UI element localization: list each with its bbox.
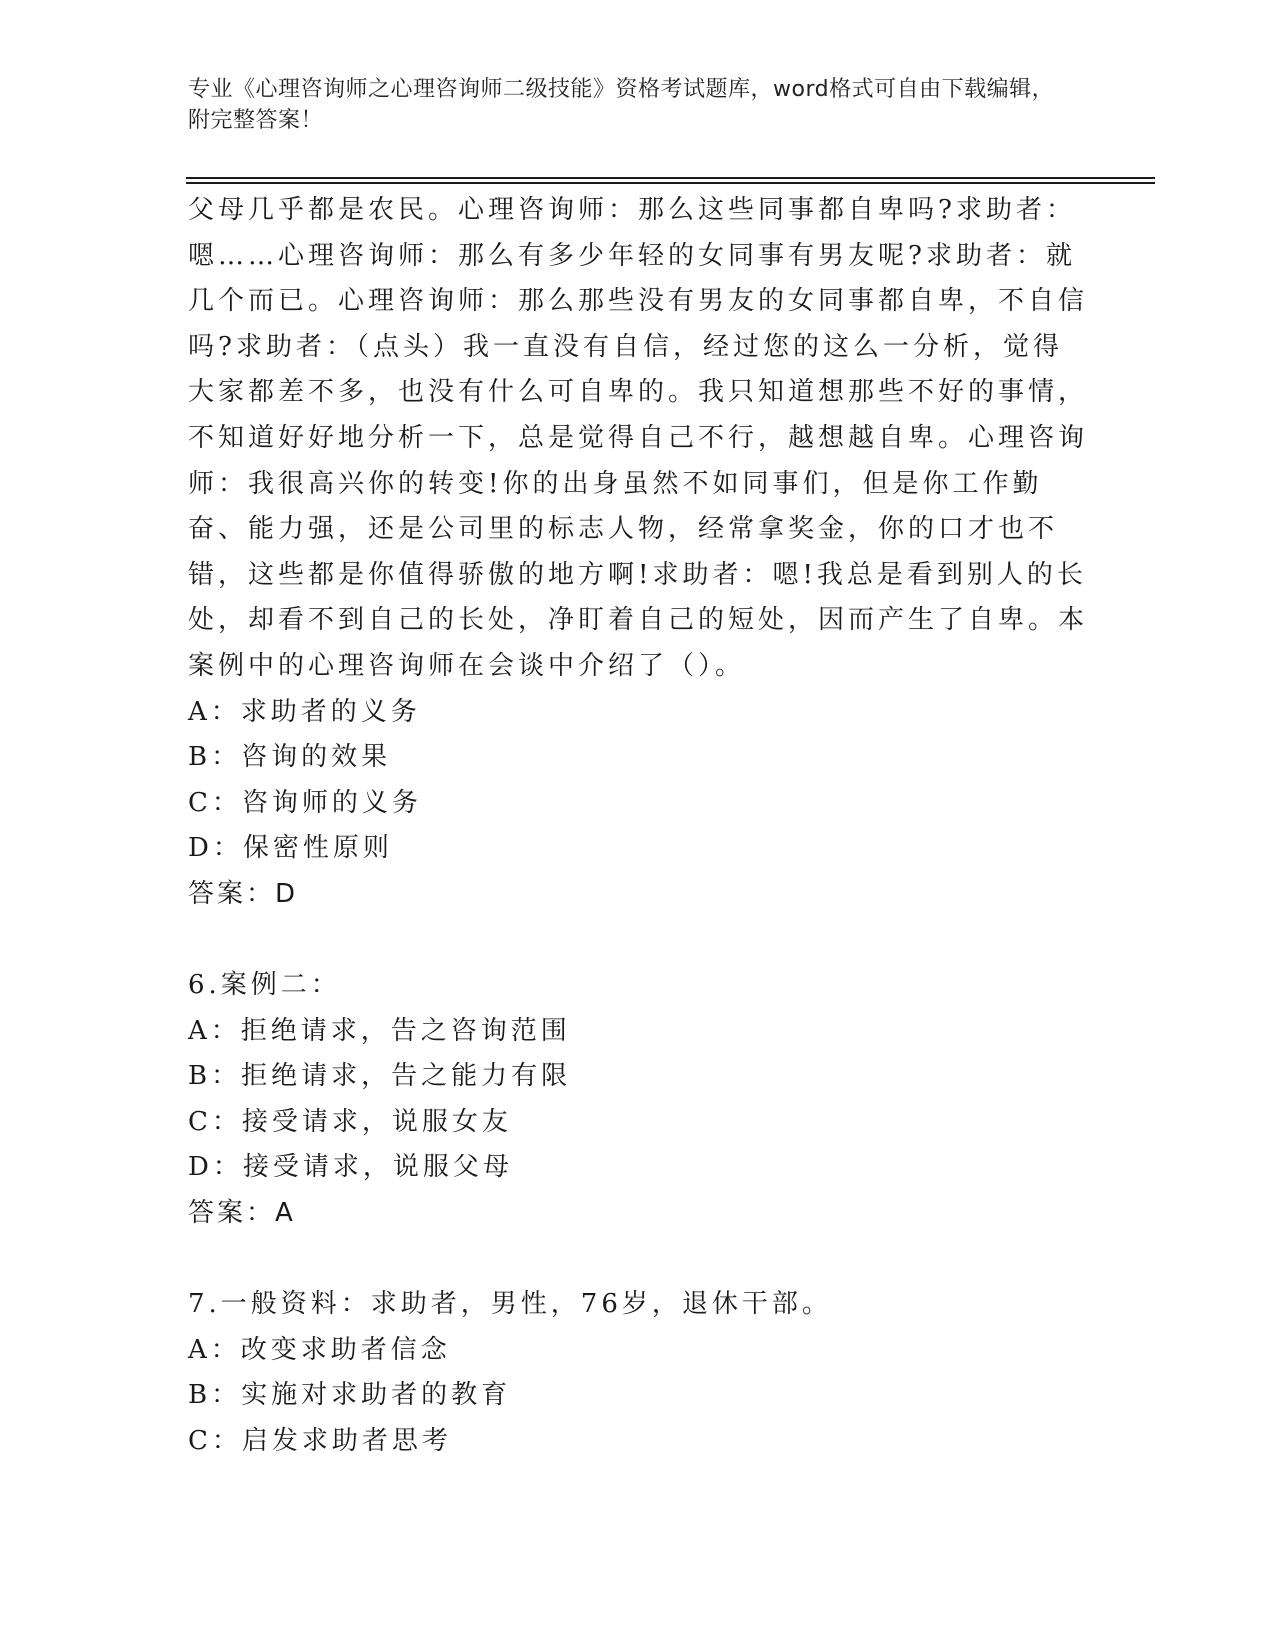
question-6-option-d: D：接受请求，说服父母 — [188, 1152, 513, 1183]
question-5-passage: 父母几乎都是农民。心理咨询师：那么这些同事都自卑吗?求助者：嗯……心理咨询师：那么有多少年轻的女同事有男友呢?求助者：就几个而已。心理咨询师：那么那些没有男友的女同事都自卑，不自信吗?求助者：（点头）我一直没有自信，经过您的这么一分析，觉得大家都差不多，也没有什么可自卑的。我只知道想那些不好的事情，不知道好好地分析一下，总是觉得自己不行，越想越自卑。心理咨询师：我很高兴你的转变!你的出身虽然不如同事们，但是你工作勤奋、能力强，还是公司里的标志人物，经常拿奖金，你的口才也不错，这些都是你值得骄傲的地方啊!求助者：嗯!我总是看到别人的长处，却看不到自己的长处，净盯着自己的短处，因而产生了自卑。本案例中的心理咨询师在会谈中介绍了（）。 — [188, 195, 1089, 681]
question-6-stem: 6.案例二： — [188, 970, 341, 1001]
header-divider-top — [186, 177, 1155, 179]
question-7-option-c: C：启发求助者思考 — [188, 1426, 452, 1457]
document-body — [188, 188, 1088, 1465]
question-5-option-a: A：求助者的义务 — [188, 696, 421, 727]
question-7-stem: 7.一般资料：求助者，男性，76岁，退休干部。 — [188, 1289, 832, 1320]
document-header: 专业《心理咨询师之心理咨询师二级技能》资格考试题库，word格式可自由下载编辑，附完整答案！ — [188, 77, 1055, 133]
question-5-answer: 答案：D — [188, 878, 299, 909]
question-6-option-b: B：拒绝请求，告之能力有限 — [188, 1061, 572, 1092]
spacer — [188, 918, 1088, 964]
question-6-answer: 答案：A — [188, 1198, 296, 1229]
question-7-option-b: B：实施对求助者的教育 — [188, 1380, 512, 1411]
question-6-option-c: C：接受请求，说服女友 — [188, 1106, 512, 1137]
question-5-option-b: B：咨询的效果 — [188, 742, 392, 773]
question-7-option-a: A：改变求助者信念 — [188, 1334, 451, 1365]
spacer — [188, 1237, 1088, 1283]
question-6-option-a: A：拒绝请求，告之咨询范围 — [188, 1015, 571, 1046]
header-divider-bottom — [186, 182, 1155, 184]
question-5-option-c: C：咨询师的义务 — [188, 787, 422, 818]
question-5-option-d: D：保密性原则 — [188, 833, 393, 864]
